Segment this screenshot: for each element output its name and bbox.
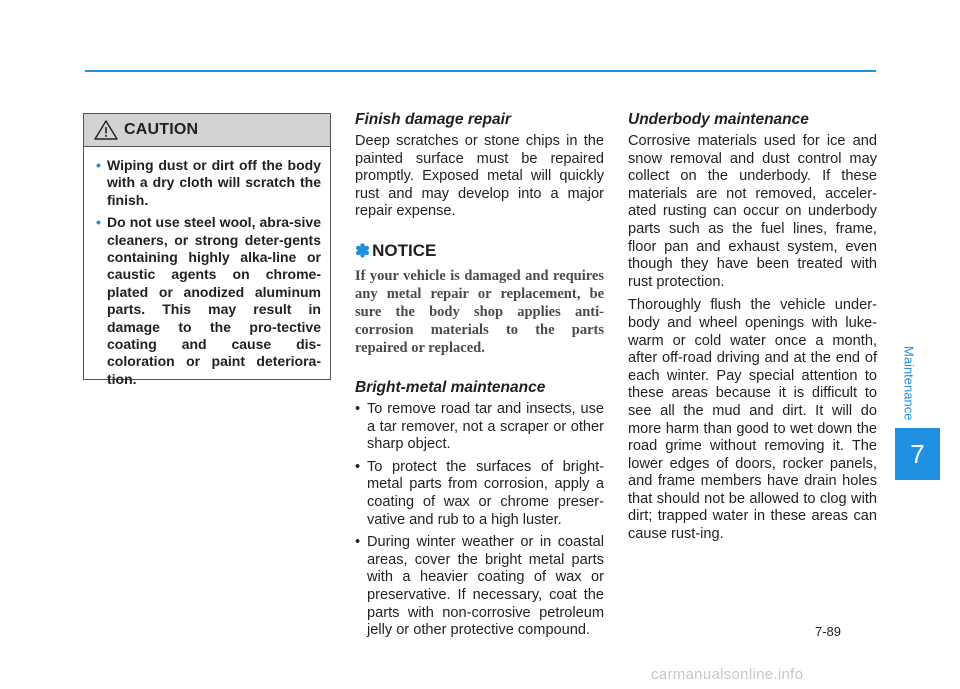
header-rule <box>85 70 876 72</box>
bright-metal-list <box>355 401 604 640</box>
middle-column <box>355 110 604 645</box>
list-item-text: To protect the surfaces of bright-metal parts from corrosion, apply a coating of wax or chrome preser-vative and rub to a high luster. <box>367 458 604 528</box>
bullet-icon: • <box>96 157 101 173</box>
caution-item-text: Do not use steel wool, abra-sive cleaners, or strong deter-gents containing highly alka-line or caustic agents on chrome-plated or anodized aluminum parts. This may result in damage to the pro-tective coating and cause dis-coloration or paint deteriora-tion. <box>107 214 321 387</box>
underbody-paragraph: Thoroughly flush the vehicle under-body and wheel openings with luke-warm or cold water once a month, after off-road driving and at the end of each winter. Pay special attention to these areas because it is difficult to see all the mud and dirt. It will do more harm than good to wet down the road grime without removing it. The lower edges of doors, rocker panels, and frame members have drain holes that should not be allowed to clog with dirt; trapped water in these areas can cause rust-ing. <box>628 297 877 543</box>
notice-star-icon: ✽ <box>355 240 371 261</box>
caution-item-text: Wiping dust or dirt off the body with a dry cloth will scratch the finish. <box>107 157 321 208</box>
bullet-icon: • <box>355 534 361 551</box>
notice-text: If your vehicle is damaged and requires any metal repair or replacement, be sure the body shop applies anti-corrosion materials to the parts repaired or replaced. <box>355 267 604 356</box>
notice-heading <box>355 241 604 261</box>
caution-list <box>84 147 330 388</box>
watermark: carmanualsonline.info <box>651 666 804 683</box>
list-item-text: To remove road tar and insects, use a tar remover, not a scraper or other sharp object. <box>367 400 604 453</box>
list-item <box>355 534 604 640</box>
list-item-text: During winter weather or in coastal areas, cover the bright metal parts with a heavier coating of wax or preservative. If necessary, coat the parts with non-corrosive petroleum jelly or other protective compound. <box>367 534 604 639</box>
bullet-icon: • <box>96 214 101 231</box>
warning-triangle-icon <box>94 120 118 140</box>
list-item <box>355 401 604 454</box>
bright-metal-heading: Bright-metal maintenance <box>355 378 546 396</box>
underbody-heading: Underbody maintenance <box>628 111 809 128</box>
bullet-icon: • <box>355 400 361 417</box>
right-column <box>628 110 877 550</box>
caution-title: CAUTION <box>124 121 199 138</box>
bullet-icon: • <box>355 458 361 475</box>
finish-damage-paragraph: Deep scratches or stone chips in the painted surface must be repaired promptly. Exposed metal will quickly rust and may develop into a major repair expense. <box>355 133 604 220</box>
caution-item <box>96 214 321 388</box>
underbody-paragraph: Corrosive materials used for ice and snow removal and dust control may collect on the underbody. If these materials are not removed, acceler-ated rusting can occur on underbody parts such as the fuel lines, frame, floor pan and exhaust system, even though they have been treated with rust protection. <box>628 133 877 290</box>
caution-header <box>84 114 330 147</box>
finish-damage-heading: Finish damage repair <box>355 111 511 128</box>
caution-box <box>83 113 331 387</box>
notice-title: NOTICE <box>372 240 437 260</box>
chapter-tab: 7 <box>895 428 940 480</box>
list-item <box>355 459 604 529</box>
page-number: 7-89 <box>815 624 842 639</box>
caution-item <box>96 157 321 209</box>
chapter-side-label: Maintenance <box>901 345 917 420</box>
